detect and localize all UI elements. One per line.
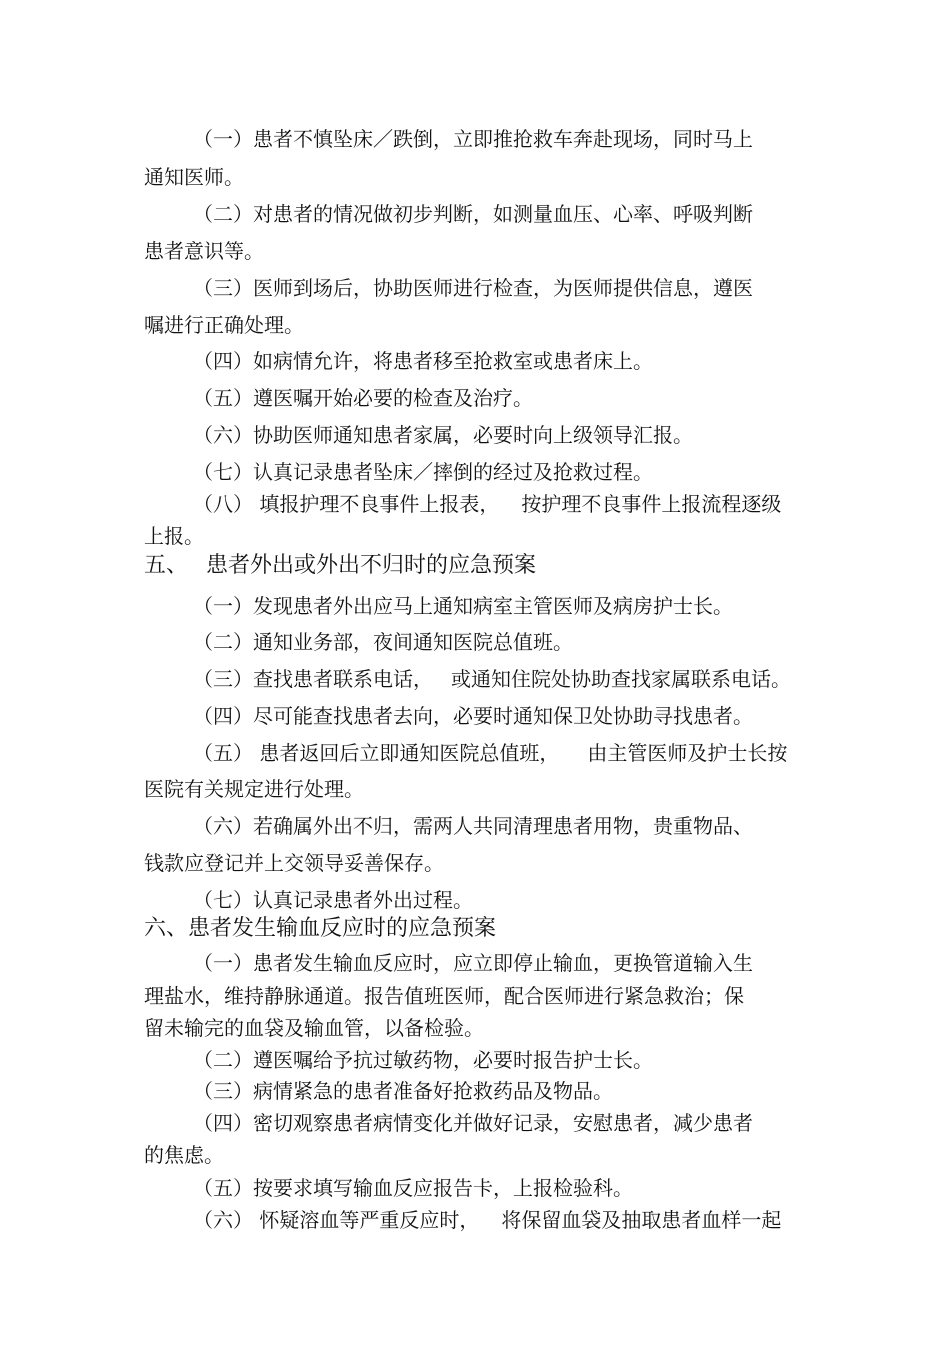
s6-item-4-line-1: （四）密切观察患者病情变化并做好记录，安慰患者，减少患者: [193, 1111, 753, 1135]
s5-item-1-line: （一）发现患者外出应马上通知病室主管医师及病房护士长。: [193, 594, 733, 618]
item-1-line-2: 通知医师。: [144, 165, 244, 189]
s6-item-1-line-1: （一）患者发生输血反应时，应立即停止输血，更换管道输入生: [193, 951, 753, 975]
s6-item-6-part-b: 将保留血袋及抽取患者血样一起: [501, 1208, 782, 1232]
item-6-line: （六）协助医师通知患者家属，必要时向上级领导汇报。: [193, 423, 693, 447]
s6-item-6-line-1: [193, 1207, 781, 1233]
item-8-part-b: 按护理不良事件上报流程逐级: [521, 492, 782, 516]
section-6-heading: 六、患者发生输血反应时的应急预案: [144, 916, 497, 941]
item-8-line-1: [193, 491, 781, 517]
s6-item-6-part-a: （六） 怀疑溶血等严重反应时，: [193, 1208, 480, 1232]
section-5-title: 患者外出或外出不归时的应急预案: [206, 553, 537, 578]
s6-item-1-line-3: 留未输完的血袋及输血管，以备检验。: [144, 1016, 484, 1040]
s6-item-2-line: （二）遵医嘱给予抗过敏药物，必要时报告护士长。: [193, 1048, 653, 1072]
s5-item-6-line-1: （六）若确属外出不归，需两人共同清理患者用物，贵重物品、: [193, 814, 753, 838]
s5-item-6-line-2: 钱款应登记并上交领导妥善保存。: [144, 851, 444, 875]
s5-item-5-line-2: 医院有关规定进行处理。: [144, 777, 364, 801]
item-2-line-2: 患者意识等。: [144, 239, 264, 263]
item-3-line-1: （三）医师到场后，协助医师进行检查，为医师提供信息，遵医: [193, 276, 753, 300]
s6-item-4-line-2: 的焦虑。: [144, 1143, 224, 1167]
item-7-line: （七）认真记录患者坠床／摔倒的经过及抢救过程。: [193, 460, 653, 484]
item-8-line-2: 上报。: [144, 524, 204, 548]
s5-item-5-line-1: [193, 740, 787, 766]
item-5-line: （五）遵医嘱开始必要的检查及治疗。: [193, 386, 533, 410]
s5-item-3-part-a: （三）查找患者联系电话，: [193, 667, 433, 691]
item-2-line-1: （二）对患者的情况做初步判断，如测量血压、心率、呼吸判断: [193, 202, 753, 226]
s5-item-7-line: （七）认真记录患者外出过程。: [193, 888, 473, 912]
item-4-line: （四）如病情允许，将患者移至抢救室或患者床上。: [193, 349, 653, 373]
s5-item-5-part-a: （五） 患者返回后立即通知医院总值班，: [193, 741, 560, 765]
item-8-part-a: （八） 填报护理不良事件上报表，: [193, 492, 500, 516]
section-5-heading: [144, 553, 536, 579]
section-5-number: 五、: [144, 553, 189, 578]
s5-item-3-part-b: 或通知住院处协助查找家属联系电话。: [451, 667, 791, 691]
s6-item-3-line: （三）病情紧急的患者准备好抢救药品及物品。: [193, 1079, 613, 1103]
s5-item-5-part-b: 由主管医师及护士长按: [587, 741, 788, 765]
s6-item-5-line: （五）按要求填写输血反应报告卡，上报检验科。: [193, 1176, 633, 1200]
s6-item-1-line-2: 理盐水，维持静脉通道。报告值班医师，配合医师进行紧急救治；保: [144, 984, 744, 1008]
item-3-line-2: 嘱进行正确处理。: [144, 313, 304, 337]
s5-item-3-line: [193, 666, 791, 692]
s5-item-2-line: （二）通知业务部，夜间通知医院总值班。: [193, 630, 573, 654]
s5-item-4-line: （四）尽可能查找患者去向，必要时通知保卫处协助寻找患者。: [193, 704, 753, 728]
item-1-line-1: （一）患者不慎坠床／跌倒，立即推抢救车奔赴现场，同时马上: [193, 127, 753, 151]
